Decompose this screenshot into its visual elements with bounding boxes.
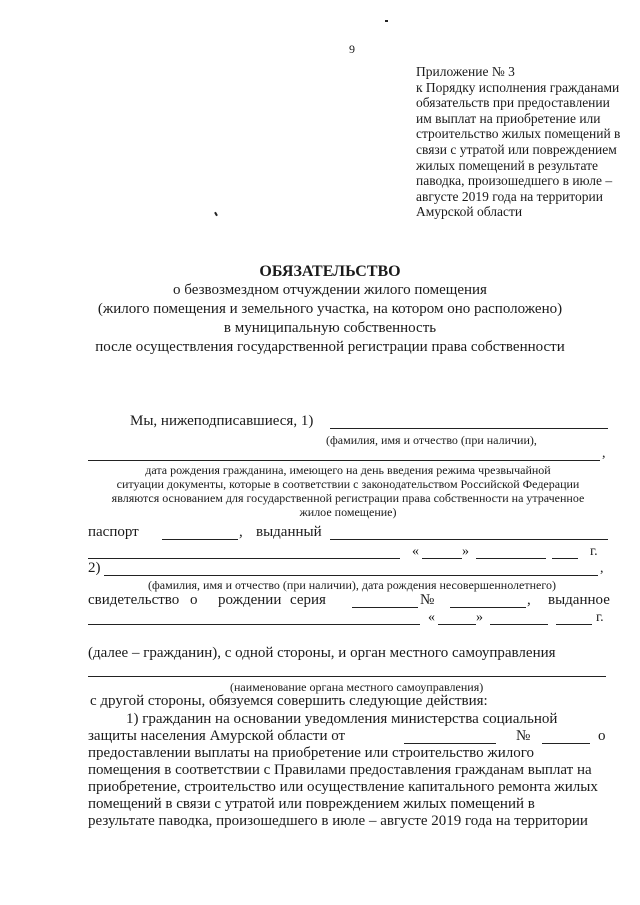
notice-number-line[interactable] (542, 743, 590, 744)
birth-hint-line: жилое помещение) (299, 505, 397, 519)
item2-label: 2) (88, 560, 101, 576)
year-suffix-2: г. (596, 610, 604, 625)
certificate-word: выданное (548, 592, 610, 608)
birth-hint-line: ситуации документы, которые в соответствии с законодательством Российской Федерации (116, 477, 580, 491)
title-sub-line: после осуществления государственной регистрации права собственности (95, 339, 565, 355)
date-open-quote: « (412, 544, 419, 559)
parties-line: (далее – гражданин), с одной стороны, и орган местного самоуправления (88, 645, 556, 661)
other-side-line: с другой стороны, обязуемся совершить следующие действия: (90, 693, 488, 709)
certificate-comma: , (527, 592, 531, 608)
date-month-line-2[interactable] (490, 624, 548, 625)
clause1-line: предоставлении выплаты на приобретение или строительство жилого (88, 745, 535, 761)
date-open-quote-2: « (428, 610, 435, 625)
notice-date-line[interactable] (404, 743, 496, 744)
date-year-line-2[interactable] (556, 624, 592, 625)
certificate-issued-line[interactable] (88, 624, 420, 625)
authority-hint: (наименование органа местного самоуправления) (230, 680, 484, 694)
date-close-quote: » (462, 544, 469, 559)
year-suffix: г. (590, 544, 598, 559)
date-year-line[interactable] (552, 558, 578, 559)
appendix-line: Приложение № 3 (416, 64, 515, 79)
date-day-line-2[interactable] (438, 624, 476, 625)
comma-mark: , (602, 446, 606, 461)
clause1-line: о (598, 728, 606, 744)
clause1-line: приобретение, строительство или осуществление капитального ремонта жилых (88, 779, 598, 795)
certificate-word: рождении (218, 592, 282, 608)
minor-hint: (фамилия, имя и отчество (при наличии), дата рождения несовершеннолетнего) (148, 578, 556, 592)
certificate-number-sign: № (420, 592, 435, 608)
birth-hint-line: дата рождения гражданина, имеющего на день введения режима чрезвычайной (145, 463, 551, 477)
clause1-line: 1) гражданин на основании уведомления министерства социальной (126, 711, 558, 727)
title-sub-line: о безвозмездном отчуждении жилого помещения (173, 282, 487, 298)
appendix-line: паводка, произошедшего в июле – (416, 173, 613, 189)
passport-number-line[interactable] (162, 539, 238, 540)
date-day-line[interactable] (422, 558, 462, 559)
appendix-line: жилых помещений в результате (416, 157, 599, 173)
birth-hint (88, 463, 608, 519)
fio-hint: (фамилия, имя и отчество (при наличии), (326, 433, 537, 447)
title-sub-line: (жилого помещения и земельного участка, на котором оно расположено) (97, 301, 563, 317)
fio-line-1[interactable] (330, 428, 608, 429)
issued-by-continuation-line[interactable] (88, 558, 400, 559)
issued-by-line[interactable] (330, 539, 608, 540)
appendix-line: строительство жилых помещений в (416, 126, 621, 142)
appendix-line: связи с утратой или повреждением (416, 141, 617, 157)
appendix-line: Амурской области (416, 204, 523, 220)
certificate-word: о (190, 592, 198, 608)
minor-fio-line[interactable] (104, 575, 598, 576)
authority-name-line[interactable] (88, 676, 606, 677)
appendix-line: к Порядку исполнения гражданами (416, 79, 620, 95)
we-signed-label: Мы, нижеподписавшиеся, 1) (130, 413, 314, 429)
passport-label: паспорт (88, 524, 139, 540)
title-sub-line: в муниципальную собственность (223, 320, 437, 336)
certificate-word: серия (290, 592, 326, 608)
clause1-line: помещений в связи с утратой или повреждением жилых помещений в (88, 796, 535, 812)
appendix-line: им выплат на приобретение или (416, 110, 601, 126)
clause1-line: результате паводка, произошедшего в июле – августе 2019 года на территории (88, 813, 588, 829)
appendix-block (416, 64, 621, 220)
notice-number-sign: № (516, 728, 531, 744)
fio-continuation-line[interactable] (88, 460, 600, 461)
clause1-line: защиты населения Амурской области от (88, 728, 346, 744)
appendix-line: августе 2019 года на территории (416, 188, 603, 204)
title-main: ОБЯЗАТЕЛЬСТВО (259, 263, 401, 280)
certificate-number-line[interactable] (450, 607, 526, 608)
clause1-line: помещения в соответствии с Правилами предоставления гражданам выплат на (88, 762, 592, 778)
appendix-line: обязательств при предоставлении (416, 95, 610, 111)
certificate-word: свидетельство (88, 592, 180, 608)
date-month-line[interactable] (476, 558, 546, 559)
issued-label: выданный (256, 524, 322, 540)
date-close-quote-2: » (476, 610, 483, 625)
item2-comma: , (600, 561, 604, 576)
birth-hint-line: являются основанием для государственной регистрации права собственности на утраченное (111, 491, 585, 505)
page-number: 9 (349, 42, 355, 56)
scan-speck-left (214, 212, 218, 216)
passport-comma: , (239, 524, 243, 540)
document-title (60, 262, 600, 357)
scan-speck-top (385, 20, 388, 22)
certificate-series-line[interactable] (352, 607, 418, 608)
